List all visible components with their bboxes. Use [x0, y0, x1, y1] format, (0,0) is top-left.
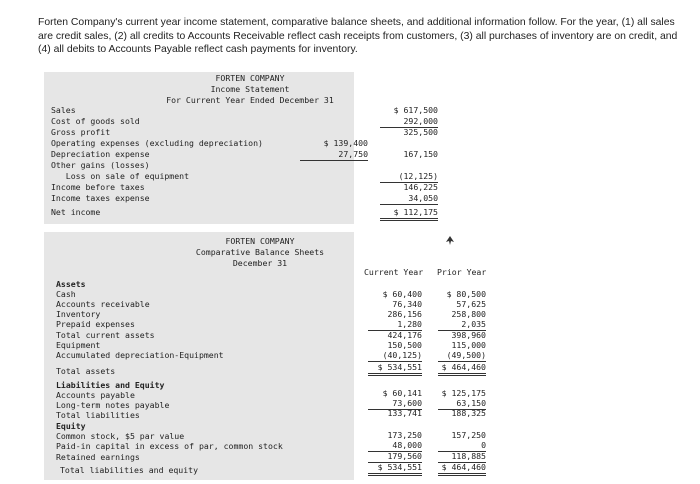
- income-value: (12,125): [380, 171, 438, 183]
- income-value: $ 112,175: [380, 207, 438, 221]
- balance-label: Total current assets: [56, 330, 155, 340]
- income-label: Gross profit: [51, 127, 111, 137]
- balance-prior-value: 398,960: [451, 330, 486, 340]
- balance-current-value: $ 534,551: [368, 362, 422, 376]
- balance-prior-value: $ 464,460: [438, 362, 486, 376]
- balance-label: Liabilities and Equity: [56, 380, 165, 390]
- income-mid-value: 27,750: [300, 149, 368, 161]
- balance-current-value: 424,176: [387, 330, 422, 340]
- balance-label: Total assets: [56, 366, 116, 376]
- income-label: Depreciation expense: [51, 149, 150, 159]
- balance-prior-value: 258,800: [451, 309, 486, 319]
- income-mid-value: $ 139,400: [323, 138, 368, 148]
- income-label: Net income: [51, 207, 101, 217]
- balance-prior-value: 118,885: [438, 451, 486, 463]
- balance-label: Inventory: [56, 309, 101, 319]
- balance-prior-value: 2,035: [438, 319, 486, 331]
- income-label: Cost of goods sold: [51, 116, 140, 126]
- balance-prior-value: $ 464,460: [438, 462, 486, 476]
- income-value: 325,500: [403, 127, 438, 137]
- balance-current-value: (40,125): [368, 350, 422, 362]
- balance-current-value: $ 60,400: [382, 289, 422, 299]
- balance-label: Prepaid expenses: [56, 319, 135, 329]
- balance-prior-value: 63,150: [438, 398, 486, 410]
- balance-current-value: 150,500: [387, 340, 422, 350]
- balance-current-value: 286,156: [387, 309, 422, 319]
- income-value: 34,050: [380, 193, 438, 205]
- income-label: Income taxes expense: [51, 193, 150, 203]
- problem-description: Forten Company's current year income statement, comparative balance sheets, and additional information follow. For the year, (1) all sales are credit sales, (2) all credits to Accounts Receivable reflect cash receipts from customers, (3) all purchases of inventory are on credit, and (4) all debits to Accounts Payable reflect cash payments for inventory.: [38, 17, 678, 55]
- balance-prior-value: 188,325: [451, 408, 486, 418]
- balance-current-value: 76,340: [392, 299, 422, 309]
- balance-prior-value: 0: [438, 440, 486, 452]
- income-label: Loss on sale of equipment: [51, 171, 190, 181]
- income-label: Other gains (losses): [51, 160, 150, 170]
- balance-label: Accounts payable: [56, 390, 135, 400]
- balance-label: Total liabilities: [56, 410, 140, 420]
- income-company-name: FORTEN COMPANY: [215, 73, 285, 83]
- cursor-icon: [446, 236, 454, 245]
- balance-prior-value: 115,000: [451, 340, 486, 350]
- balance-label: Common stock, $5 par value: [56, 431, 185, 441]
- income-value: 146,225: [403, 182, 438, 192]
- prior-year-header: Prior Year: [437, 267, 487, 277]
- income-label: Operating expenses (excluding depreciation): [51, 138, 263, 148]
- balance-current-value: $ 534,551: [368, 462, 422, 476]
- balance-current-value: 73,600: [368, 398, 422, 410]
- balance-prior-value: $ 125,175: [441, 388, 486, 398]
- balance-label: Equity: [56, 421, 86, 431]
- income-value: 167,150: [403, 149, 438, 159]
- income-value: $ 617,500: [393, 105, 438, 115]
- income-value: 292,000: [380, 116, 438, 128]
- balance-label: Assets: [56, 279, 86, 289]
- balance-label: Equipment: [56, 340, 101, 350]
- income-statement-title: Income Statement: [210, 84, 290, 94]
- balance-current-value: 1,280: [368, 319, 422, 331]
- balance-current-value: $ 60,141: [382, 388, 422, 398]
- balance-prior-value: (49,500): [438, 350, 486, 362]
- balance-prior-value: $ 80,500: [446, 289, 486, 299]
- balance-label: Total liabilities and equity: [60, 465, 199, 475]
- current-year-header: Current Year: [364, 267, 424, 277]
- balance-current-value: 133,741: [387, 408, 422, 418]
- balance-label: Accumulated depreciation-Equipment: [56, 350, 224, 360]
- balance-prior-value: 57,625: [456, 299, 486, 309]
- income-label: Sales: [51, 105, 76, 115]
- balance-sheet-period: December 31: [232, 258, 288, 268]
- balance-current-value: 173,250: [387, 430, 422, 440]
- balance-label: Long-term notes payable: [56, 400, 170, 410]
- balance-label: Paid-in capital in excess of par, common stock: [56, 441, 283, 451]
- balance-sheet-title: Comparative Balance Sheets: [195, 247, 325, 257]
- balance-company-name: FORTEN COMPANY: [225, 236, 295, 246]
- balance-label: Retained earnings: [56, 452, 140, 462]
- income-statement-period: For Current Year Ended December 31: [166, 95, 334, 105]
- balance-prior-value: 157,250: [451, 430, 486, 440]
- income-label: Income before taxes: [51, 182, 145, 192]
- balance-current-value: 48,000: [368, 440, 422, 452]
- balance-label: Accounts receivable: [56, 299, 150, 309]
- balance-label: Cash: [56, 289, 76, 299]
- balance-current-value: 179,560: [368, 451, 422, 463]
